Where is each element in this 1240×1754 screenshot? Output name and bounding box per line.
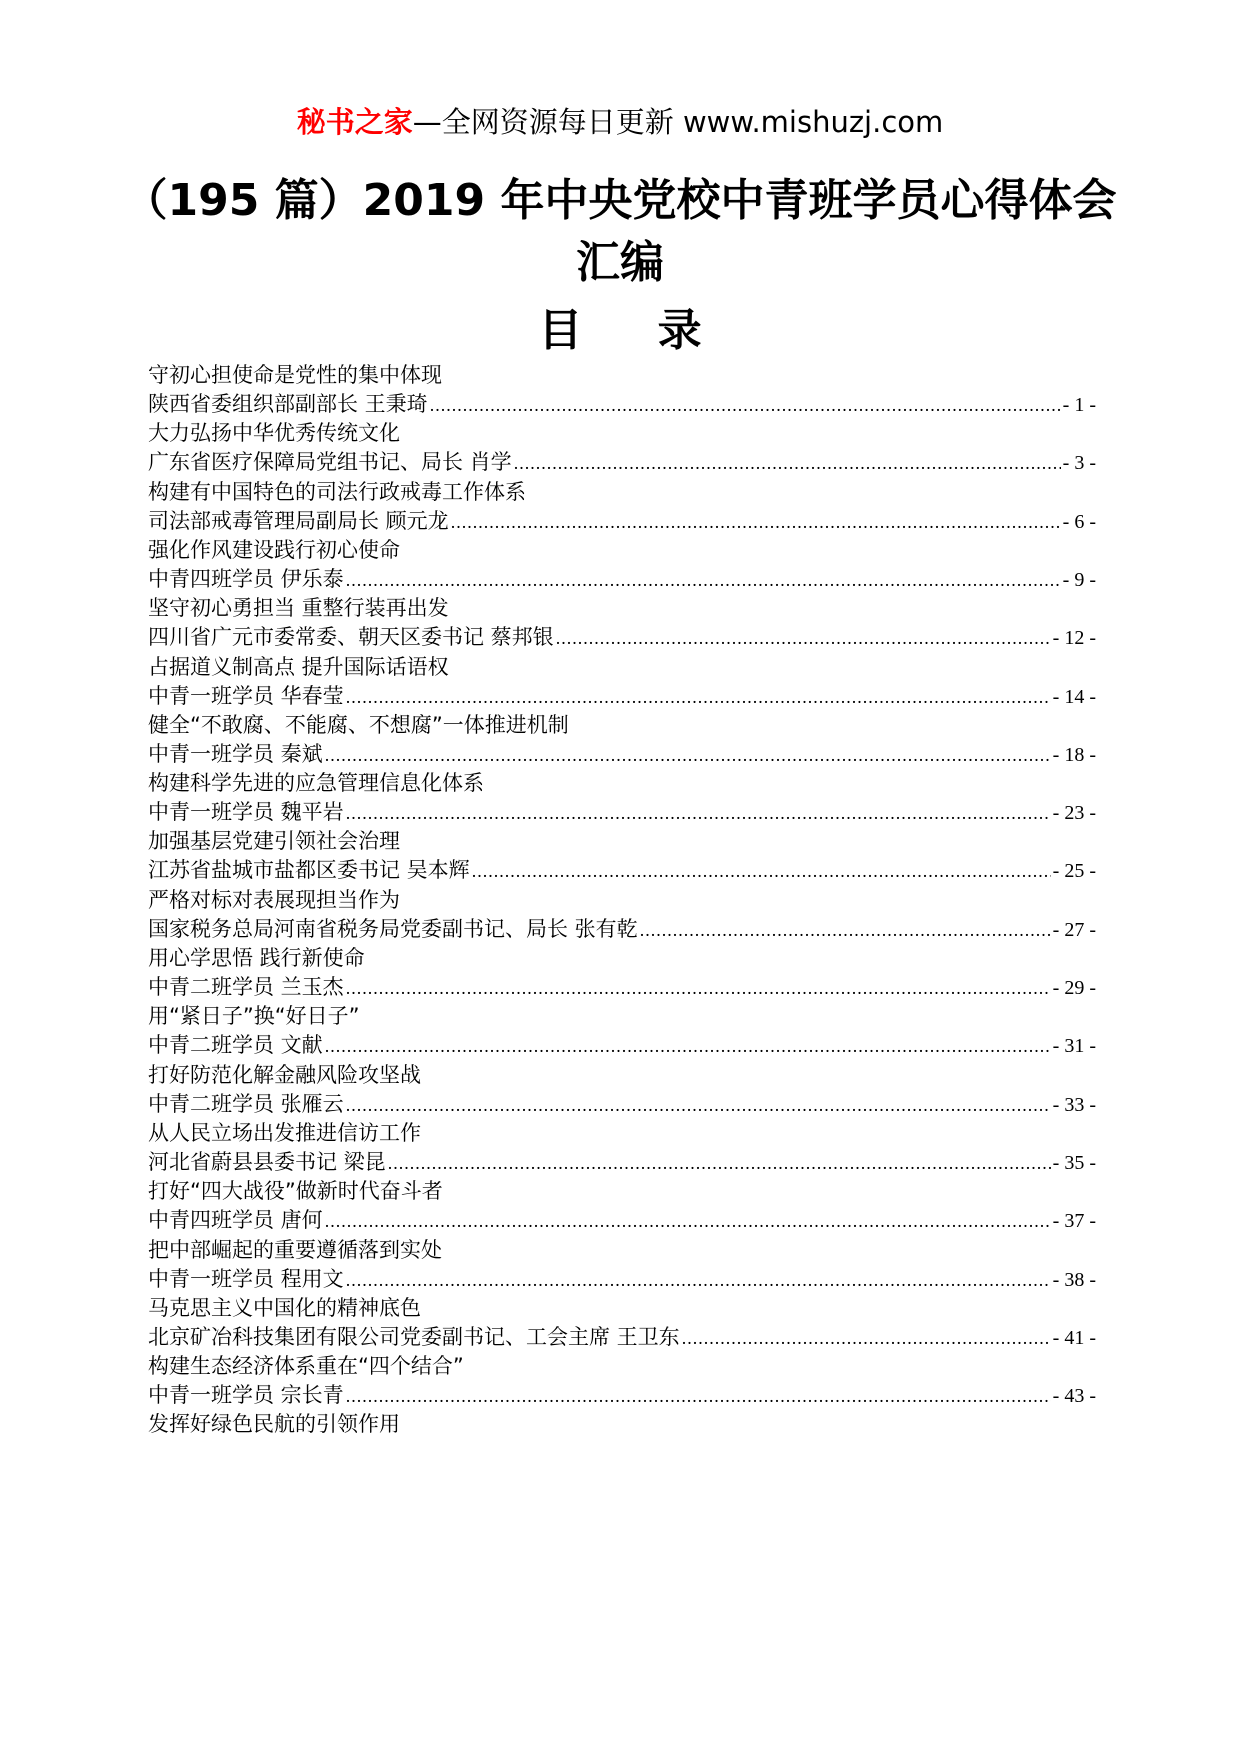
toc-entry-title: 打好“四大战役”做新时代奋斗者 [148, 1179, 443, 1204]
toc-entry-row [148, 1323, 1096, 1352]
toc-dot-leader [640, 916, 1051, 945]
toc-entry-title: 构建有中国特色的司法行政戒毒工作体系 [148, 479, 526, 504]
toc-entry-page-number: - 38 - [1052, 1268, 1096, 1291]
toc-dot-leader [346, 566, 1061, 595]
toc-entry-page-number: - 14 - [1052, 685, 1096, 708]
toc-dot-leader [346, 683, 1051, 712]
toc-entry[interactable] [148, 827, 1096, 885]
toc-entry-author: 中青一班学员 秦斌 [148, 741, 323, 766]
toc-entry-page-number: - 25 - [1052, 860, 1096, 883]
toc-entry-row [148, 1381, 1096, 1410]
toc-entry-row [148, 973, 1096, 1002]
toc-entry-page-number: - 37 - [1052, 1210, 1096, 1233]
toc-entry-row [148, 740, 1096, 769]
toc-entry-author: 中青一班学员 华春莹 [148, 683, 344, 708]
toc-entry-page-number: - 9 - [1062, 568, 1096, 591]
toc-entry[interactable] [148, 1177, 1096, 1235]
toc-dot-leader [346, 1266, 1051, 1295]
toc-entry-author: 中青四班学员 唐何 [148, 1208, 323, 1233]
toc-entry[interactable] [148, 1119, 1096, 1177]
toc-dot-leader [430, 391, 1061, 420]
toc-entry[interactable] [148, 361, 1096, 419]
toc-entry-row [148, 565, 1096, 594]
toc-entry-title: 强化作风建设践行初心使命 [148, 537, 400, 562]
toc-entry[interactable] [148, 1002, 1096, 1060]
toc-dot-leader [556, 624, 1051, 653]
toc-entry-author: 中青二班学员 文献 [148, 1033, 323, 1058]
toc-entry-page-number: - 27 - [1052, 918, 1096, 941]
site-brand: 秘书之家 [296, 105, 413, 139]
toc-entry[interactable] [148, 886, 1096, 944]
toc-entry-title: 打好防范化解金融风险攻坚战 [148, 1062, 421, 1087]
toc-dot-leader [451, 508, 1061, 537]
toc-entry-row [148, 1090, 1096, 1119]
toc-dot-leader [325, 1207, 1051, 1236]
toc-entry-row [148, 1031, 1096, 1060]
toc-entry-author: 陕西省委组织部副部长 王秉琦 [148, 392, 428, 416]
toc-entry-title: 占据道义制高点 提升国际话语权 [148, 654, 449, 679]
toc-entry-row [148, 798, 1096, 827]
toc-entry-page-number: - 6 - [1062, 510, 1096, 533]
toc-heading: 目 录 [538, 305, 732, 356]
toc-entry-row [148, 507, 1096, 536]
toc-entry-title: 构建科学先进的应急管理信息化体系 [148, 771, 484, 796]
toc-entry-page-number: - 1 - [1062, 394, 1096, 416]
toc-entry[interactable] [148, 1061, 1096, 1119]
toc-dot-leader [388, 1149, 1051, 1178]
toc-entry-author: 江苏省盐城市盐都区委书记 吴本辉 [148, 858, 470, 883]
toc-dot-leader [346, 799, 1051, 828]
toc-entry-author: 中青四班学员 伊乐泰 [148, 566, 344, 591]
toc-dot-leader [514, 449, 1061, 478]
toc-entry-title: 大力弘扬中华优秀传统文化 [148, 421, 400, 446]
toc-entry[interactable] [148, 1294, 1096, 1352]
toc-entry-author: 四川省广元市委常委、朝天区委书记 蔡邦银 [148, 625, 554, 650]
site-header [0, 102, 1240, 142]
toc-entry-page-number: - 3 - [1062, 452, 1096, 475]
toc-entry-row [148, 448, 1096, 477]
toc-entry-author: 河北省蔚县县委书记 梁昆 [148, 1149, 386, 1174]
toc-dot-leader [346, 1382, 1051, 1411]
toc-entry-title: 严格对标对表展现担当作为 [148, 887, 400, 912]
toc-entry[interactable] [148, 1352, 1096, 1410]
toc-entry-author: 中青二班学员 兰玉杰 [148, 975, 344, 999]
toc-entry[interactable] [148, 769, 1096, 827]
toc-dot-leader [682, 1324, 1051, 1353]
toc-entry[interactable] [148, 594, 1096, 652]
toc-entry-author: 中青一班学员 程用文 [148, 1266, 344, 1291]
toc-entry-title: 坚守初心勇担当 重整行装再出发 [148, 596, 449, 621]
toc-entry-page-number: - 43 - [1052, 1385, 1096, 1408]
toc-entry-title: 构建生态经济体系重在“四个结合” [148, 1354, 464, 1379]
toc-entry[interactable] [148, 478, 1096, 536]
toc-dot-leader [346, 974, 1051, 1003]
toc-entry-page-number: - 29 - [1052, 977, 1096, 999]
toc-entry-author: 中青一班学员 魏平岩 [148, 800, 344, 825]
site-tagline: —全网资源每日更新 www.mishuzj.com [412, 105, 944, 139]
toc-entry-row [148, 623, 1096, 652]
toc-entry-row [148, 1148, 1096, 1177]
toc-entry[interactable] [148, 1236, 1096, 1294]
toc-dot-leader [325, 1032, 1051, 1061]
toc-entry-title: 从人民立场出发推进信访工作 [148, 1120, 421, 1145]
toc-entry-title: 把中部崛起的重要遵循落到实处 [148, 1237, 442, 1262]
toc-entry-title: 加强基层党建引领社会治理 [148, 829, 400, 854]
toc-entry-title: 健全“不敢腐、不能腐、不想腐”一体推进机制 [148, 712, 569, 737]
document-title: （195 篇）2019 年中央党校中青班学员心得体会汇编 [123, 175, 1117, 288]
toc-entry-row [148, 390, 1096, 419]
toc-entry-row [148, 1265, 1096, 1294]
toc-entry[interactable] [148, 1410, 1096, 1439]
toc-entry-page-number: - 41 - [1052, 1326, 1096, 1349]
toc-entry-page-number: - 23 - [1052, 802, 1096, 825]
toc-dot-leader [325, 741, 1051, 770]
toc-entry-author: 国家税务总局河南省税务局党委副书记、局长 张有乾 [148, 916, 638, 941]
toc-entry-title: 守初心担使命是党性的集中体现 [148, 363, 442, 387]
toc-entry-author: 广东省医疗保障局党组书记、局长 肖学 [148, 450, 512, 475]
toc-entry-row [148, 915, 1096, 944]
toc-entry-title: 用心学思悟 践行新使命 [148, 946, 365, 970]
toc-entry-title: 马克思主义中国化的精神底色 [148, 1295, 421, 1320]
toc-entry-row [148, 856, 1096, 885]
toc-entry[interactable] [148, 944, 1096, 1002]
toc-entry-title: 用“紧日子”换“好日子” [148, 1004, 360, 1029]
toc-entry[interactable] [148, 711, 1096, 769]
toc-entry-page-number: - 18 - [1052, 743, 1096, 766]
toc-entry-author: 北京矿冶科技集团有限公司党委副书记、工会主席 王卫东 [148, 1324, 680, 1349]
toc-entry-page-number: - 33 - [1052, 1093, 1096, 1116]
toc-entry[interactable] [148, 419, 1096, 477]
toc-dot-leader [346, 1091, 1051, 1120]
toc-entry[interactable] [148, 653, 1096, 711]
toc-entry-author: 中青二班学员 张雁云 [148, 1091, 344, 1116]
toc-entry-page-number: - 31 - [1052, 1035, 1096, 1058]
toc-entry-page-number: - 12 - [1052, 627, 1096, 650]
toc-entry-author: 中青一班学员 宗长青 [148, 1383, 344, 1408]
toc-entry-row [148, 682, 1096, 711]
toc-entry-page-number: - 35 - [1052, 1151, 1096, 1174]
toc-entry-author: 司法部戒毒管理局副局长 顾元龙 [148, 508, 449, 533]
toc-dot-leader [472, 857, 1051, 886]
toc-entry-row [148, 1206, 1096, 1235]
toc-entry[interactable] [148, 536, 1096, 594]
toc-entry-title: 发挥好绿色民航的引领作用 [148, 1412, 400, 1437]
